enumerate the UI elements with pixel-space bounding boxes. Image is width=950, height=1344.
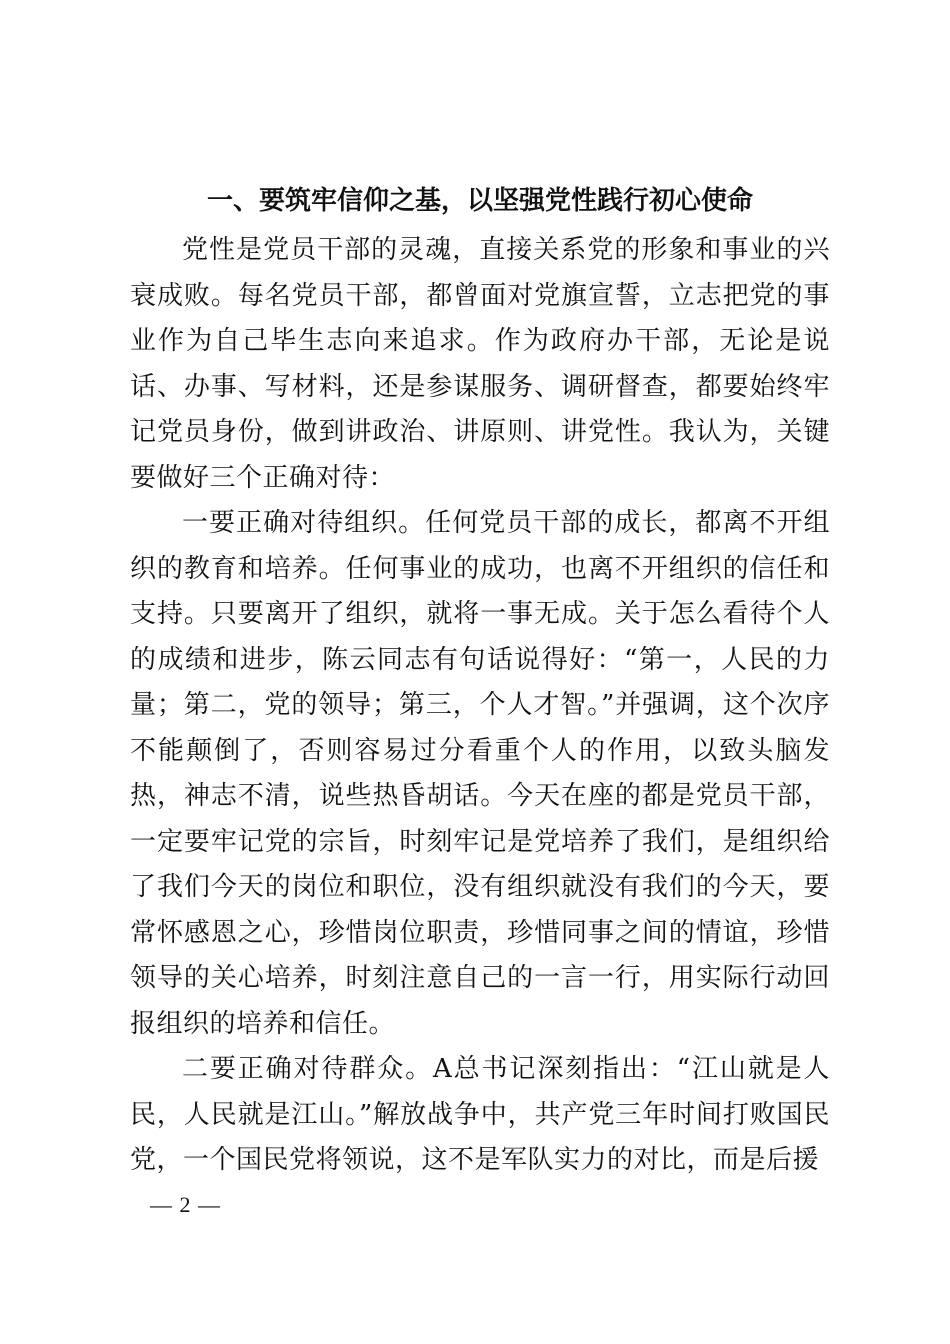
paragraph: 二要正确对待群众。A总书记深刻指出：“江山就是人民，人民就是江山。”解放战争中，共产党三年时间打败国民党，一个国民党将领说，这不是军队实力的对比，而是后援 (130, 1054, 830, 1175)
paragraph: 一要正确对待组织。任何党员干部的成长，都离不开组织的教育和培养。任何事业的成功，也离不开组织的信任和支持。只要离开了组织，就将一事无成。关于怎么看待个人的成绩和进步，陈云同志有句话说得好：“第一，人民的力量；第二，党的领导；第三，个人才智。”并强调，这个次序不能颠倒了，否则容易过分看重个人的作用，以致头脑发热，神志不清，说些热昏胡话。今天在座的都是党员干部，一定要牢记党的宗旨，时刻牢记是党培养了我们，是组织给了我们今天的岗位和职位，没有组织就没有我们的今天，要常怀感恩之心，珍惜岗位职责，珍惜同事之间的情谊，珍惜领导的关心培养，时刻注意自己的一言一行，用实际行动回报组织的培养和信任。 (130, 508, 830, 1039)
page-number: — 2 — (150, 1192, 221, 1217)
body-text (130, 228, 830, 1184)
paragraph: 党性是党员干部的灵魂，直接关系党的形象和事业的兴衰成败。每名党员干部，都曾面对党旗宣誓，立志把党的事业作为自己毕生志向来追求。作为政府办干部，无论是说话、办事、写材料，还是参谋服务、调研督查，都要始终牢记党员身份，做到讲政治、讲原则、讲党性。我认为，关键要做好三个正确对待： (130, 235, 830, 493)
section-heading: 一、要筑牢信仰之基，以坚强党性践行初心使命 (206, 186, 753, 216)
